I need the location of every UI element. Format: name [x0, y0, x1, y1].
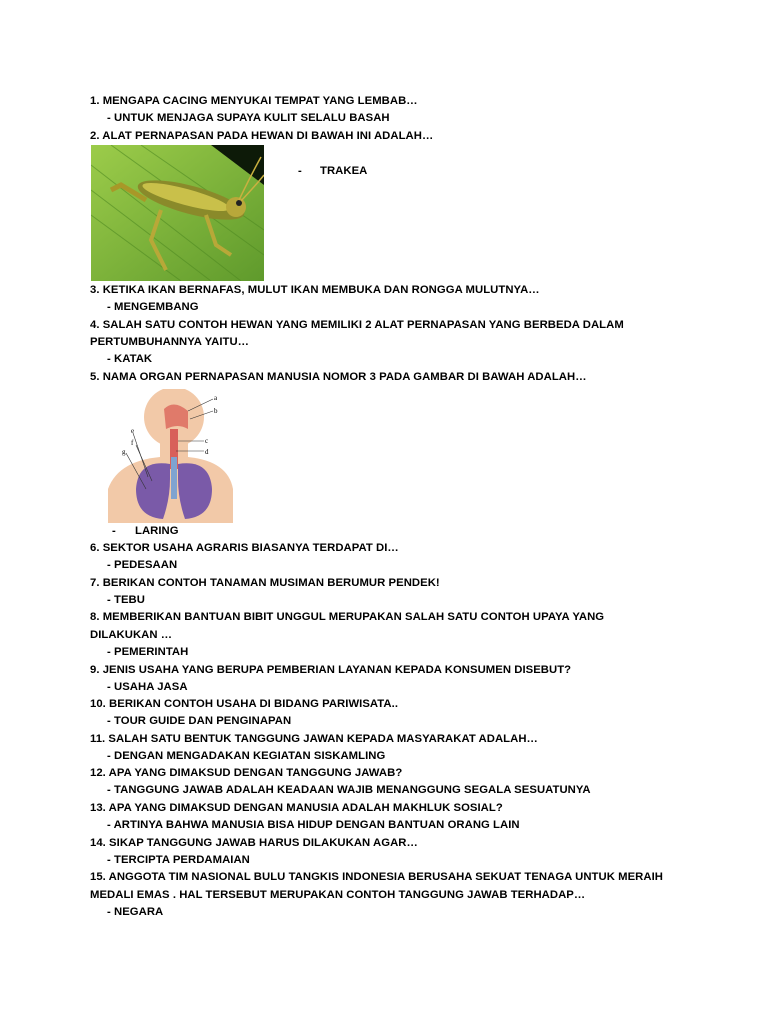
answer-3: - MENGEMBANG	[107, 301, 199, 313]
question-15-line2: MEDALI EMAS . HAL TERSEBUT MERUPAKAN CONTOH TANGGUNG JAWAB TERHADAP…	[90, 889, 586, 901]
answer-9: - USAHA JASA	[107, 681, 188, 693]
answer-6: - PEDESAAN	[107, 559, 178, 571]
question-6: 6. SEKTOR USAHA AGRARIS BIASANYA TERDAPAT DI…	[90, 542, 399, 554]
question-2: 2. ALAT PERNAPASAN PADA HEWAN DI BAWAH INI ADALAH…	[90, 130, 434, 142]
answer-8: - PEMERINTAH	[107, 646, 189, 658]
label-f: f	[131, 439, 134, 447]
respiratory-system-image	[108, 389, 233, 523]
question-3: 3. KETIKA IKAN BERNAFAS, MULUT IKAN MEMBUKA DAN RONGGA MULUTNYA…	[90, 284, 540, 296]
question-1: 1. MENGAPA CACING MENYUKAI TEMPAT YANG LEMBAB…	[90, 95, 418, 107]
label-c: c	[205, 437, 209, 445]
question-4-line2: PERTUMBUHANNYA YAITU…	[90, 336, 250, 348]
label-a: a	[214, 394, 218, 402]
question-13: 13. APA YANG DIMAKSUD DENGAN MANUSIA ADALAH MAKHLUK SOSIAL?	[90, 802, 503, 814]
question-15-line1: 15. ANGGOTA TIM NASIONAL BULU TANGKIS INDONESIA BERUSAHA SEKUAT TENAGA UNTUK MERAIH	[90, 871, 663, 883]
answer-15: - NEGARA	[107, 906, 164, 918]
question-4-line1: 4. SALAH SATU CONTOH HEWAN YANG MEMILIKI 2 ALAT PERNAPASAN YANG BERBEDA DALAM	[90, 319, 624, 331]
label-d: d	[205, 448, 209, 456]
question-8-line1: 8. MEMBERIKAN BANTUAN BIBIT UNGGUL MERUPAKAN SALAH SATU CONTOH UPAYA YANG	[90, 611, 605, 623]
answer-11: - DENGAN MENGADAKAN KEGIATAN SISKAMLING	[107, 750, 386, 762]
question-5: 5. NAMA ORGAN PERNAPASAN MANUSIA NOMOR 3 PADA GAMBAR DI BAWAH ADALAH…	[90, 371, 587, 383]
question-8-line2: DILAKUKAN …	[90, 629, 173, 641]
answer-10: - TOUR GUIDE DAN PENGINAPAN	[107, 715, 292, 727]
answer-7: - TEBU	[107, 594, 145, 606]
answer-1: - UNTUK MENJAGA SUPAYA KULIT SELALU BASAH	[107, 112, 390, 124]
question-14: 14. SIKAP TANGGUNG JAWAB HARUS DILAKUKAN AGAR…	[90, 837, 418, 849]
question-11: 11. SALAH SATU BENTUK TANGGUNG JAWAN KEPADA MASYARAKAT ADALAH…	[90, 733, 538, 745]
label-b: b	[214, 407, 218, 415]
label-g: g	[122, 448, 126, 456]
label-e: e	[131, 427, 135, 435]
answer-14: - TERCIPTA PERDAMAIAN	[107, 854, 250, 866]
answer-5: LARING	[135, 525, 179, 537]
answer-5-dash: -	[112, 525, 116, 537]
grasshopper-image	[91, 145, 264, 281]
answer-2: TRAKEA	[320, 165, 368, 177]
answer-2-dash: -	[298, 165, 302, 177]
question-9: 9. JENIS USAHA YANG BERUPA PEMBERIAN LAYANAN KEPADA KONSUMEN DISEBUT?	[90, 664, 572, 676]
answer-12: - TANGGUNG JAWAB ADALAH KEADAAN WAJIB MENANGGUNG SEGALA SESUATUNYA	[107, 784, 591, 796]
answer-4: - KATAK	[107, 353, 153, 365]
question-7: 7. BERIKAN CONTOH TANAMAN MUSIMAN BERUMUR PENDEK!	[90, 577, 440, 589]
answer-13: - ARTINYA BAHWA MANUSIA BISA HIDUP DENGAN BANTUAN ORANG LAIN	[107, 819, 520, 831]
question-12: 12. APA YANG DIMAKSUD DENGAN TANGGUNG JAWAB?	[90, 767, 403, 779]
question-10: 10. BERIKAN CONTOH USAHA DI BIDANG PARIWISATA..	[90, 698, 399, 710]
